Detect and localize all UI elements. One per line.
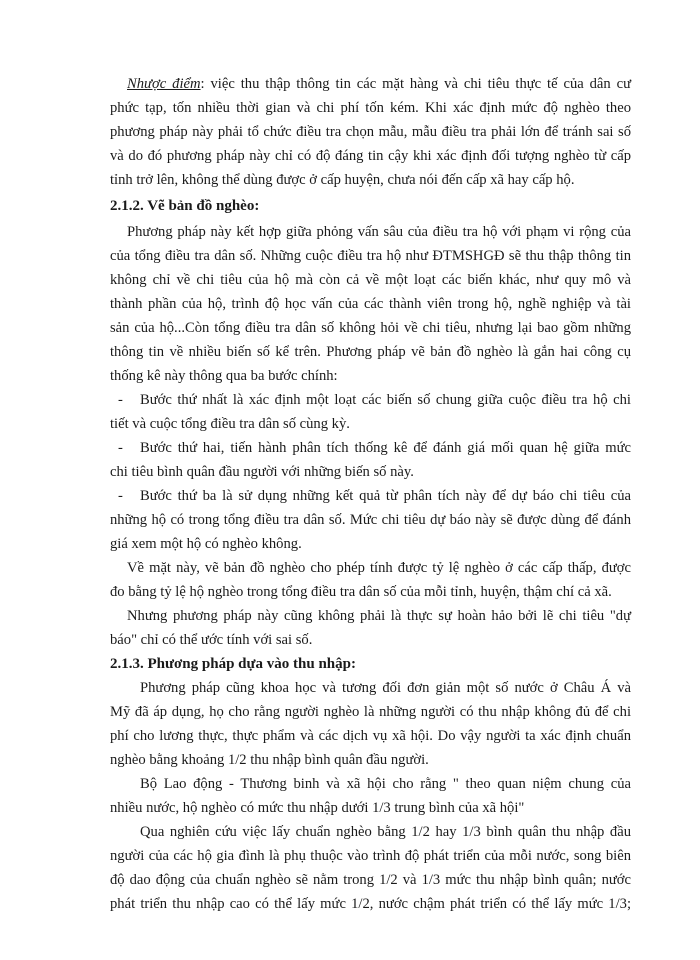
paragraph-line: sản của hộ...Còn tổng điều tra dân số không hỏi về chi tiêu, nhưng lại bao gồm những [110,320,631,336]
paragraph-line: độ dao động của chuẩn nghèo sẽ nằm trong 1/2 và 1/3 mức thu nhập bình quân; nước [110,872,631,888]
paragraph-line: Phương pháp này kết hợp giữa phỏng vấn sâu của điều tra hộ với phạm vi rộng của [127,224,631,240]
nhuoc-diem-label: Nhược điểm [127,76,201,92]
paragraph-line: thành phần của hộ, trình độ học vấn của các thành viên trong hộ, nghề nghiệp và tài [110,296,631,312]
bullet-line: Bước thứ nhất là xác định một loạt các biến số chung giữa cuộc điều tra hộ chi [140,392,631,408]
section-heading: 2.1.2. Vẽ bản đồ nghèo: [110,198,260,214]
paragraph-line: báo" chỉ có thể ước tính với sai số. [110,632,313,648]
paragraph-line: Phương pháp cũng khoa học và tương đối đơn giản một số nước ở Châu Á và [140,680,631,696]
paragraph-line: phức tạp, tốn nhiều thời gian và chi phí tốn kém. Khi xác định mức độ nghèo theo [110,100,631,116]
paragraph-line: Bộ Lao động - Thương binh và xã hội cho rằng " theo quan niệm chung của [140,776,631,792]
paragraph-line: Về mặt này, vẽ bản đồ nghèo cho phép tính được tỷ lệ nghèo ở các cấp thấp, được [127,560,631,576]
bullet-line: những hộ có trong tổng điều tra dân số. Mức chi tiêu dự báo này sẽ được dùng để đánh [110,512,631,528]
bullet-line: giá xem một hộ có nghèo không. [110,536,302,552]
bullet-marker: - [118,440,123,456]
paragraph-line: phát triển thu nhập cao có thể lấy mức 1/2, nước chậm phát triển có thể lấy mức 1/3; [110,896,631,912]
paragraph-line: không chỉ về chi tiêu của hộ mà còn cả về một loạt các biến khác, như quy mô và [110,272,631,288]
paragraph-line: phí cho lương thực, thực phẩm và các dịch vụ xã hội. Do vậy người ta xác định chuẩn [110,728,631,744]
bullet-line: Bước thứ ba là sử dụng những kết quả từ phân tích này để dự báo chi tiêu của [140,488,631,504]
paragraph-line: của tổng điều tra dân số. Những cuộc điều tra hộ như ĐTMSHGĐ sẽ thu thập thông tin [110,248,631,264]
bullet-line: tiết và cuộc tổng điều tra dân số cùng kỳ. [110,416,350,432]
paragraph-line: Nhược điểm: việc thu thập thông tin các mặt hàng và chi tiêu thực tế của dân cư [127,76,632,92]
paragraph-line: Nhưng phương pháp này cũng không phải là thực sự hoàn hảo bởi lẽ chi tiêu "dự [127,608,631,624]
bullet-line: chi tiêu bình quân đầu người với những biến số này. [110,464,414,480]
paragraph-line: thông tin về nhiều biến số kể trên. Phương pháp vẽ bản đồ nghèo là gắn hai công cụ [110,344,631,360]
bullet-marker: - [118,392,123,408]
paragraph-line: Qua nghiên cứu việc lấy chuẩn nghèo bằng 1/2 hay 1/3 bình quân thu nhập đầu [140,824,631,840]
paragraph-line: người của các hộ gia đình là phụ thuộc vào trình độ phát triển của mỗi nước, song biên [110,848,631,864]
paragraph-line: nhiều nước, hộ nghèo có mức thu nhập dưới 1/3 trung bình của xã hội" [110,800,525,816]
paragraph-line: nghèo bằng khoảng 1/2 thu nhập bình quân đầu người. [110,752,429,768]
bullet-line: Bước thứ hai, tiến hành phân tích thống kê để đánh giá mối quan hệ giữa mức [140,440,631,456]
paragraph-line: đo bằng tỷ lệ hộ nghèo trong tổng điều tra dân số của mỗi tỉnh, huyện, thậm chí cả xã. [110,584,612,600]
paragraph-line: Mỹ đã áp dụng, họ cho rằng người nghèo là những người có thu nhập không đủ để chi [110,704,631,720]
bullet-marker: - [118,488,123,504]
section-heading: 2.1.3. Phương pháp dựa vào thu nhập: [110,656,356,672]
paragraph-line: thống kê này thông qua ba bước chính: [110,368,338,384]
paragraph-line: và do đó phương pháp này chỉ có độ đáng tin cậy khi xác định đối tượng nghèo từ cấp [110,148,631,164]
paragraph-line: tỉnh trở lên, không thể dùng được ở cấp huyện, chưa nói đến cấp xã hay cấp hộ. [110,172,575,188]
paragraph-line: phương pháp này phải tổ chức điều tra chọn mẫu, mẫu điều tra phải lớn để tránh sai số [110,124,631,140]
